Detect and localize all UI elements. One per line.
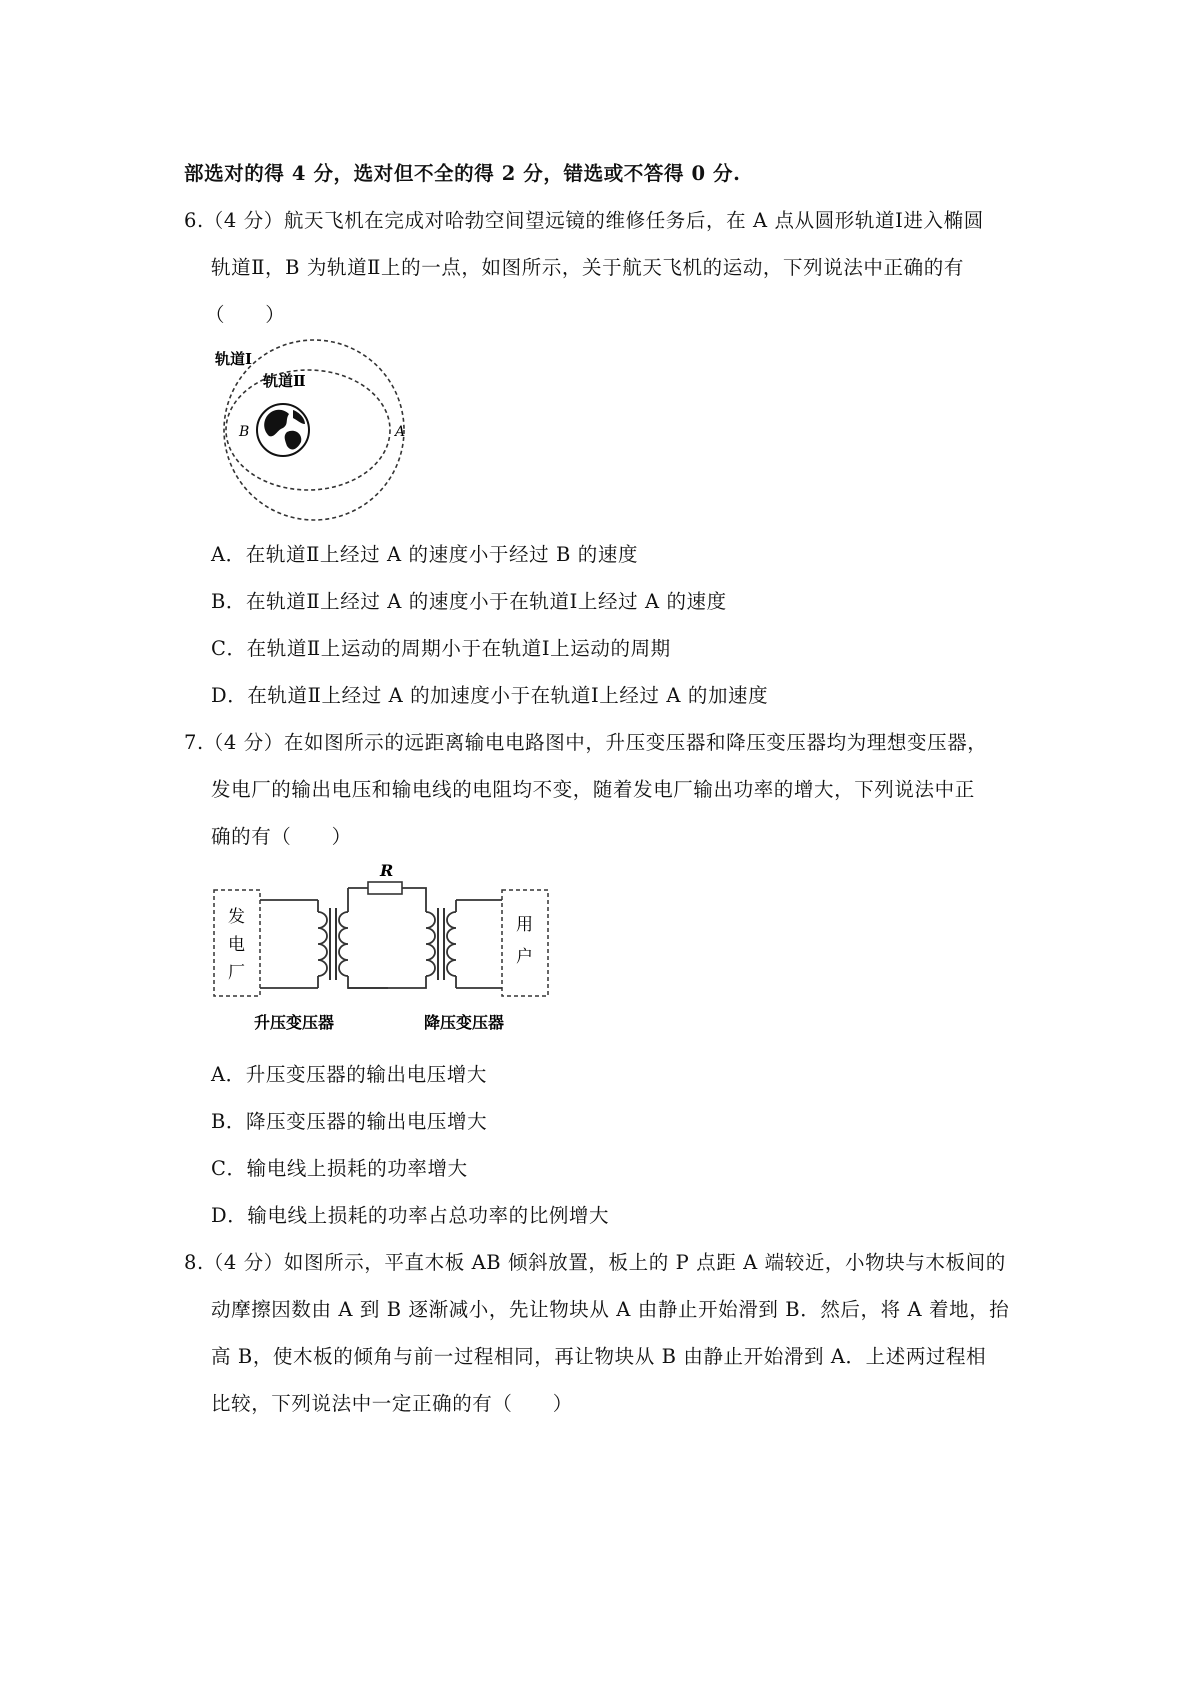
q6-option-d: D．在轨道Ⅱ上经过 A 的加速度小于在轨道Ⅰ上经过 A 的加速度	[211, 684, 769, 707]
q7-option-c: C．输电线上损耗的功率增大	[211, 1157, 468, 1180]
resistor	[368, 882, 402, 894]
plant-char-3: 厂	[228, 963, 245, 983]
q8-stem-line-3: 高 B，使木板的倾角与前一过程相同，再让物块从 B 由静止开始滑到 A．上述两过程相	[211, 1345, 987, 1368]
step-up-primary-coil	[318, 912, 327, 976]
orbit-figure	[205, 338, 425, 524]
plant-char-1: 发	[228, 907, 245, 927]
q7-stem-line-2: 发电厂的输出电压和输电线的电阻均不变，随着发电厂输出功率的增大，下列说法中正	[211, 778, 975, 801]
user-char-1: 用	[516, 915, 533, 935]
user-char-2: 户	[516, 947, 533, 967]
step-down-primary-coil	[426, 912, 435, 976]
step-up-secondary-coil	[339, 912, 348, 976]
q6-option-a: A．在轨道Ⅱ上经过 A 的速度小于经过 B 的速度	[211, 543, 639, 566]
step-up-core	[330, 908, 336, 980]
orbit-2-label: 轨道Ⅱ	[263, 372, 306, 390]
circuit-figure	[210, 858, 555, 1038]
q6-stem-line-2: 轨道Ⅱ，B 为轨道Ⅱ上的一点，如图所示，关于航天飞机的运动，下列说法中正确的有	[211, 256, 964, 279]
q6-answer-blank: （ ）	[205, 303, 286, 326]
q6-option-c: C．在轨道Ⅱ上运动的周期小于在轨道Ⅰ上运动的周期	[211, 637, 671, 660]
resistor-label: R	[380, 861, 394, 880]
plant-char-2: 电	[228, 935, 245, 955]
orbit-1-label: 轨道Ⅰ	[215, 350, 253, 368]
q8-stem-line-2: 动摩擦因数由 A 到 B 逐渐减小，先让物块从 A 由静止开始滑到 B．然后，将 A 着地，抬	[211, 1298, 1010, 1321]
q6-stem-line-1: 6.（4 分）航天飞机在完成对哈勃空间望远镜的维修任务后，在 A 点从圆形轨道Ⅰ进入椭圆	[184, 209, 984, 232]
step-down-core	[438, 908, 444, 980]
step-up-label: 升压变压器	[254, 1013, 335, 1032]
step-down-label: 降压变压器	[424, 1013, 505, 1032]
q7-option-d: D．输电线上损耗的功率占总功率的比例增大	[211, 1204, 610, 1227]
point-b-label: B	[239, 424, 250, 440]
q6-option-b: B．在轨道Ⅱ上经过 A 的速度小于在轨道Ⅰ上经过 A 的速度	[211, 590, 727, 613]
q7-stem-line-1: 7.（4 分）在如图所示的远距离输电电路图中，升压变压器和降压变压器均为理想变压器，	[184, 731, 988, 754]
scoring-rules: 部选对的得 4 分，选对但不全的得 2 分，错选或不答得 0 分.	[184, 162, 741, 185]
q7-stem-line-3: 确的有（ ）	[211, 825, 352, 848]
step-down-secondary-coil	[447, 912, 456, 976]
q8-stem-line-1: 8.（4 分）如图所示，平直木板 AB 倾斜放置，板上的 P 点距 A 端较近，小物块与木板间的	[184, 1251, 1006, 1274]
point-a-label: A	[395, 424, 406, 440]
q7-option-a: A．升压变压器的输出电压增大	[211, 1063, 487, 1086]
earth-icon	[257, 404, 309, 456]
user-box	[502, 890, 548, 996]
q8-stem-line-4: 比较，下列说法中一定正确的有（ ）	[211, 1392, 573, 1415]
q7-option-b: B．降压变压器的输出电压增大	[211, 1110, 488, 1133]
